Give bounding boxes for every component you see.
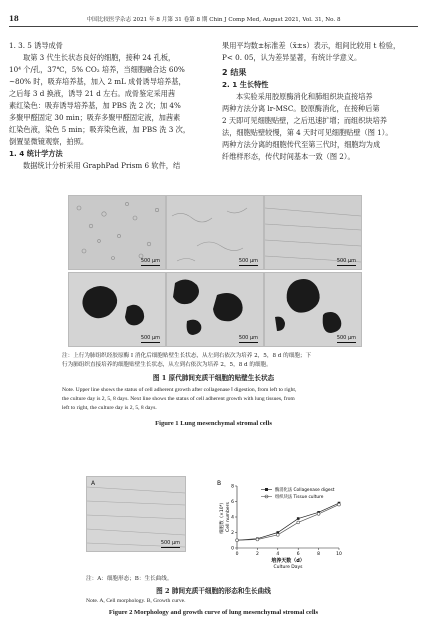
figure1-note-cn — [62, 352, 372, 370]
paragraph-line: 数据统计分析采用 GraphPad Prism 6 软件，结 — [23, 161, 181, 170]
x-tick-label: 0 — [235, 552, 239, 557]
paragraph-line: 本实验采用胶原酶消化和肺组织块直接培养 — [236, 92, 373, 101]
figure2-caption-en: Figure 2 Morphology and growth curve of lung mesenchymal stromal cells — [108, 609, 319, 616]
note-line: 行为肺组织直接培养的细胞贴壁生长状态，从左到右依次为培养 2，5，8 d 的细胞。 — [62, 362, 272, 368]
panel-b-label: B — [217, 480, 222, 487]
paragraph-line: 两种方法分离的细胞传代至第三代时，细胞均为成 — [222, 140, 381, 149]
paragraph-line: 取第 3 代生长状态良好的细胞，接种 24 孔板， — [23, 53, 176, 62]
y-tick-label: 4 — [231, 515, 234, 521]
scale-bar-label: 500 μm — [140, 334, 160, 341]
paragraph-line: 果用平均数±标准差（x̄±s）表示，组间比较用 t 检验， — [222, 41, 401, 50]
paragraph-line: 红染色液，染色 5 min；吸弃染色液，加 PBS 洗 3 次， — [9, 125, 191, 134]
y-tick-label: 6 — [231, 500, 234, 505]
paragraph-line: ~80% 时，吸弃培养基，加入 2 mL 成骨诱导培养基， — [9, 77, 186, 86]
note-line: the culture day is 2, 5, 8 days. Next line shows the status of cell adherent growth with lung tissues, from — [62, 396, 295, 402]
scale-bar — [337, 258, 356, 266]
scale-bar — [141, 258, 160, 266]
scale-bar — [337, 335, 356, 343]
data-point — [338, 503, 341, 506]
legend-label: 组织块法 Tissue culture — [275, 495, 324, 500]
figure2-caption-cn: 图 2 肺间充质干细胞的形态和生长曲线 — [156, 587, 271, 595]
y-tick-label: 2 — [231, 531, 234, 536]
paragraph-line: 法，细胞贴壁较慢，第 4 天时可见细胞贴壁（图 1）。 — [222, 128, 393, 137]
x-tick-label: 8 — [317, 552, 321, 557]
figure2-note-en: Note. A, Cell morphology. B, Growth curve. — [86, 598, 186, 604]
paragraph-line: 倒置显微镜观察，拍照。 — [9, 137, 89, 146]
paragraph-line: 两种方法分离 lr-MSC。胶原酶消化，在接种后第 — [222, 104, 380, 113]
scale-bar — [239, 335, 258, 343]
x-tick-label: 2 — [255, 552, 259, 557]
paragraph-line: 素红染色：吸弃诱导培养基，加 PBS 洗 2 次；加 4% — [9, 101, 181, 110]
data-point — [317, 513, 320, 516]
paragraph-line: 之后每 3 d 换液，诱导 21 d 左右。成骨鉴定采用茜 — [9, 89, 176, 98]
y-axis-label-cn: 细胞数（×10⁴） — [220, 500, 225, 534]
panel-a-label: A — [91, 480, 96, 487]
growth-curve-chart — [215, 478, 345, 570]
y-axis-label-en: Cell numbers — [226, 502, 231, 532]
journal-title: 中国比较医学杂志 2021 年 8 月第 31 卷第 8 期 Chin J Comp Med, August 2021, Vol. 31, No. 8 — [86, 17, 341, 23]
series-line — [237, 503, 339, 540]
micrograph-collagenase-day2 — [68, 195, 166, 270]
micrograph-tissue-day8 — [264, 272, 362, 347]
micrograph-collagenase-day5 — [166, 195, 264, 270]
legend-label: 酶消化法 Collagenase digest — [275, 488, 335, 493]
header-rule — [9, 26, 418, 27]
figure1-note-en — [62, 386, 372, 413]
paragraph-line: 2 天即可见细胞贴壁，之后迅速扩增；而组织块培养 — [222, 116, 387, 125]
scale-bar-label: 500 μm — [336, 257, 356, 264]
paragraph-line: 多聚甲醛固定 30 min；吸弃多聚甲醛固定液，加茜素 — [9, 113, 181, 122]
paragraph-line: 纤维样形态，传代时间基本一致（图 2）。 — [222, 152, 355, 161]
micrograph-collagenase-day8 — [264, 195, 362, 270]
data-point — [236, 539, 239, 542]
section-1-4-heading: 1. 4 统计学方法 — [9, 149, 63, 158]
section-2-heading: 2 结果 — [222, 68, 247, 77]
right-column — [222, 40, 418, 163]
data-point — [297, 517, 300, 520]
figure1-caption-en: Figure 1 Lung mesenchymal stromal cells — [155, 420, 272, 427]
x-tick-label: 4 — [276, 552, 280, 557]
figure2-panel-a-micrograph — [86, 476, 186, 552]
y-tick-label: 8 — [231, 484, 234, 490]
y-tick-label: 0 — [231, 546, 234, 552]
x-tick-label: 10 — [336, 552, 342, 557]
scale-bar-label: 500 μm — [238, 334, 258, 341]
scale-bar — [141, 335, 160, 343]
paragraph-line: P< 0. 05，认为差异显著，有统计学意义。 — [222, 53, 362, 62]
x-tick-label: 6 — [296, 552, 300, 557]
data-point — [276, 533, 279, 536]
left-column — [9, 40, 204, 172]
micrograph-tissue-day5 — [166, 272, 264, 347]
scale-bar — [161, 540, 180, 548]
figure1-caption-cn: 图 1 原代肺间充质干细胞的贴壁生长状态 — [152, 374, 275, 382]
scale-bar-label: 500 μm — [238, 257, 258, 264]
section-2-1-heading: 2. 1 生长特性 — [222, 80, 269, 89]
scale-bar-label: 500 μm — [336, 334, 356, 341]
running-header — [9, 14, 418, 24]
micrograph-tissue-day2 — [68, 272, 166, 347]
note-line: left to right, the culture day is 2, 5, 8 days. — [62, 405, 157, 411]
scale-bar — [239, 258, 258, 266]
note-line: Note. Upper line shows the status of cell adherent growth after collagenase Ⅰ digestion, from left to right, — [62, 387, 297, 393]
x-axis-label-en: Culture Days — [273, 565, 303, 570]
page-number: 18 — [9, 14, 19, 23]
figure2-note-cn: 注：A：细胞形态；B：生长曲线。 — [86, 576, 173, 582]
data-point — [297, 521, 300, 524]
scale-bar-label: 500 μm — [140, 257, 160, 264]
section-1-3-5-heading: 1. 3. 5 诱导成骨 — [9, 41, 63, 50]
data-point — [256, 538, 259, 541]
scale-bar-label: 500 μm — [160, 539, 180, 546]
paragraph-line: 10⁴ 个/孔，37℃，5% CO₂ 培养，当细胞融合达 60% — [9, 65, 185, 74]
x-axis-label-cn: 培养天数（d） — [271, 558, 305, 564]
note-line: 注：上行为肺组织经胶原酶 Ⅰ 消化后细胞贴壁生长状态，从左到右依次为培养 2，5，8 d 的细胞；下 — [62, 353, 312, 359]
